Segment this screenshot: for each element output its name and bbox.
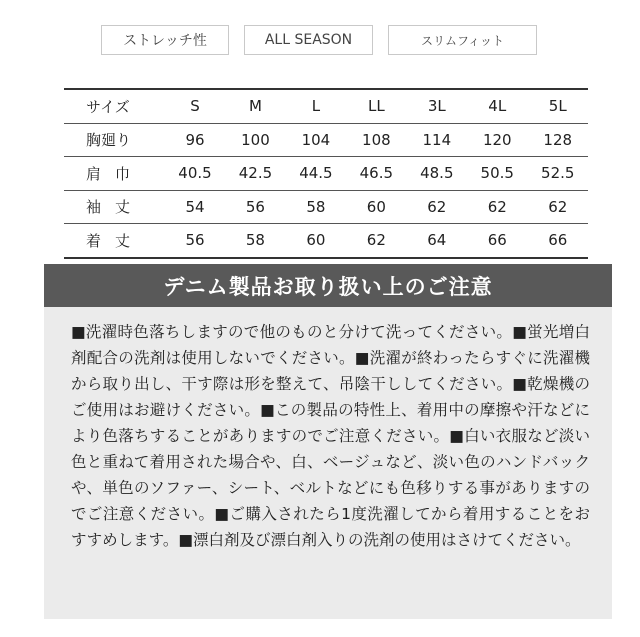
table-cell: 60 <box>346 190 406 224</box>
table-cell: 128 <box>527 123 588 157</box>
table-cell: 60 <box>286 224 346 258</box>
table-cell: 56 <box>225 190 285 224</box>
table-cell: 44.5 <box>286 157 346 191</box>
row-label-length: 着丈 <box>64 224 165 258</box>
table-cell: 50.5 <box>467 157 527 191</box>
table-cell: 104 <box>286 123 346 157</box>
table-cell: 64 <box>407 224 467 258</box>
table-cell: 62 <box>527 190 588 224</box>
care-notice-title: デニム製品お取り扱い上のご注意 <box>44 264 612 307</box>
row-label-shoulder: 肩巾 <box>64 157 165 191</box>
table-cell: 56 <box>165 224 225 258</box>
table-cell: 46.5 <box>346 157 406 191</box>
size-table-row <box>64 123 588 157</box>
size-header-cell: 5L <box>527 89 588 123</box>
table-cell: 66 <box>527 224 588 258</box>
table-cell: 62 <box>467 190 527 224</box>
tag-slim-fit: スリムフィット <box>388 25 537 55</box>
table-cell: 52.5 <box>527 157 588 191</box>
feature-tags <box>0 25 640 57</box>
row-label-chest: 胸廻り <box>64 123 165 157</box>
table-cell: 54 <box>165 190 225 224</box>
size-header-cell: L <box>286 89 346 123</box>
care-notice-panel <box>44 264 612 619</box>
table-cell: 62 <box>346 224 406 258</box>
size-table-row <box>64 190 588 224</box>
table-cell: 42.5 <box>225 157 285 191</box>
tag-stretch: ストレッチ性 <box>101 25 229 55</box>
size-table <box>64 88 588 259</box>
table-cell: 108 <box>346 123 406 157</box>
tag-all-season: ALL SEASON <box>244 25 373 55</box>
table-cell: 96 <box>165 123 225 157</box>
table-cell: 58 <box>286 190 346 224</box>
row-label-sleeve: 袖丈 <box>64 190 165 224</box>
size-header-cell: 3L <box>407 89 467 123</box>
size-header-cell: 4L <box>467 89 527 123</box>
size-header-cell: M <box>225 89 285 123</box>
table-cell: 48.5 <box>407 157 467 191</box>
table-cell: 58 <box>225 224 285 258</box>
size-header-label: サイズ <box>64 89 165 123</box>
size-table-header-row <box>64 89 588 123</box>
table-cell: 66 <box>467 224 527 258</box>
table-cell: 40.5 <box>165 157 225 191</box>
size-table-row <box>64 157 588 191</box>
size-header-cell: S <box>165 89 225 123</box>
care-notice-text: ■洗濯時色落ちしますので他のものと分けて洗ってください。■蛍光増白剤配合の洗剤は使用しないでください。■洗濯が終わったらすぐに洗濯機から取り出し、干す際は形を整えて、吊陰干ししてください。■乾燥機のご使用はお避けください。■この製品の特性上、着用中の摩擦や汗などにより色落ちすることがありますのでご注意ください。■白い衣服など淡い色と重ねて着用された場合や、白、ベージュなど、淡い色のハンドバックや、単色のソファー、シート、ベルトなどにも色移りする事がありますのでご注意ください。■ご購入されたら1度洗濯してから着用することをおすすめします。■漂白剤及び漂白剤入りの洗剤の使用はさけてください。 <box>71 323 590 549</box>
table-cell: 120 <box>467 123 527 157</box>
size-header-cell: LL <box>346 89 406 123</box>
table-cell: 114 <box>407 123 467 157</box>
table-cell: 62 <box>407 190 467 224</box>
size-table-row <box>64 224 588 258</box>
table-cell: 100 <box>225 123 285 157</box>
